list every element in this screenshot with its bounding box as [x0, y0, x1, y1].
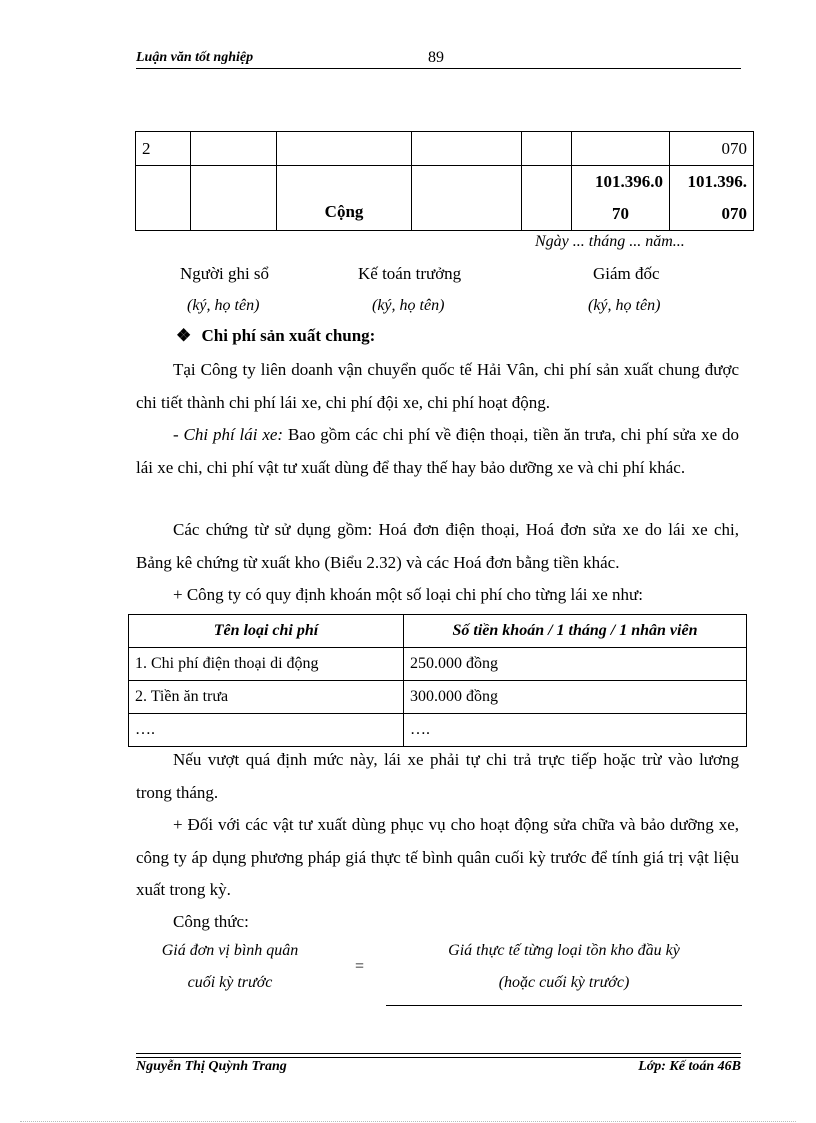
signature-note: (ký, họ tên) [187, 297, 260, 314]
column-header: Tên loại chi phí [129, 615, 404, 648]
footer-author: Nguyễn Thị Quỳnh Trang [136, 1059, 287, 1074]
table-row [129, 714, 747, 747]
allowance-table [128, 614, 747, 747]
diamond-bullet-icon: ❖ [176, 326, 192, 345]
page-edge-rule [20, 1121, 796, 1122]
section-heading: ❖ Chi phí sản xuất chung: [176, 326, 376, 345]
signature-role: Kế toán trưởng [358, 264, 462, 283]
signature-note: (ký, họ tên) [588, 297, 661, 314]
paragraph: Các chứng từ sử dụng gồm: Hoá đơn điện thoại, Hoá đơn sửa xe do lái xe chi, Bảng kê chứng từ xuất kho (Biểu 2.32) và các Hoá đơn bằng tiền khác. [136, 520, 739, 572]
formula-right-line2: (hoặc cuối kỳ trước) [498, 974, 630, 991]
paragraph: + Công ty có quy định khoán một số loại chi phí cho từng lái xe như: [173, 585, 643, 604]
footer-rule [136, 1053, 741, 1054]
table-row-total [136, 166, 754, 231]
ledger-table-continued [135, 131, 754, 231]
table-cell: 070 [669, 132, 753, 166]
paragraph: Tại Công ty liên doanh vận chuyển quốc tế Hải Vân, chi phí sản xuất chung được chi tiết thành chi phí lái xe, chi phí đội xe, chi phí hoạt động. [136, 360, 739, 412]
table-row [129, 681, 747, 714]
footer-class: Lớp: Kế toán 46B [638, 1059, 741, 1074]
table-cell: 2. Tiền ăn trưa [129, 681, 404, 714]
date-line: Ngày ... tháng ... năm... [535, 233, 685, 250]
paragraph: Công thức: [173, 912, 249, 931]
formula-left-line2: cuối kỳ trước [187, 974, 273, 991]
signature-role: Người ghi sổ [180, 264, 270, 283]
header-rule [136, 68, 741, 69]
table-cell: 2 [136, 132, 191, 166]
footer-rule [136, 1057, 741, 1058]
signature-note: (ký, họ tên) [372, 297, 445, 314]
formula-equals: = [355, 958, 365, 975]
table-cell: 250.000 đồng [404, 648, 747, 681]
paragraph: - Chi phí lái xe: Bao gồm các chi phí về điện thoại, tiền ăn trưa, chi phí sửa xe do lái xe chi, chi phí vật tư xuất dùng để thay thế hay bảo dưỡng xe và chi phí khác. [136, 425, 739, 477]
total-cell-7: 101.396. 070 [669, 166, 753, 231]
total-cell-6: 101.396.0 70 [572, 166, 670, 231]
formula-left-line1: Giá đơn vị bình quân [161, 942, 299, 959]
paragraph: Nếu vượt quá định mức này, lái xe phải tự chi trả trực tiếp hoặc trừ vào lương trong tháng. [136, 750, 739, 802]
table-cell: …. [129, 714, 404, 747]
table-cell: 300.000 đồng [404, 681, 747, 714]
formula-right-line1: Giá thực tế từng loại tồn kho đầu kỳ [448, 942, 680, 959]
table-row [136, 132, 754, 166]
table-cell: 1. Chi phí điện thoại di động [129, 648, 404, 681]
table-cell: …. [404, 714, 747, 747]
table-header-row [129, 615, 747, 648]
signature-role: Giám đốc [593, 264, 660, 283]
header-title: Luận văn tốt nghiệp [136, 50, 254, 65]
formula-fraction-bar [386, 1005, 742, 1006]
page-number: 89 [428, 49, 444, 66]
total-label: Cộng [276, 166, 412, 231]
paragraph: + Đối với các vật tư xuất dùng phục vụ cho hoạt động sửa chữa và bảo dưỡng xe, công ty áp dụng phương pháp giá thực tế bình quân cuối kỳ trước để tính giá trị vật liệu xuất trong kỳ. [136, 815, 739, 899]
table-row [129, 648, 747, 681]
column-header: Số tiền khoán / 1 tháng / 1 nhân viên [404, 615, 747, 648]
